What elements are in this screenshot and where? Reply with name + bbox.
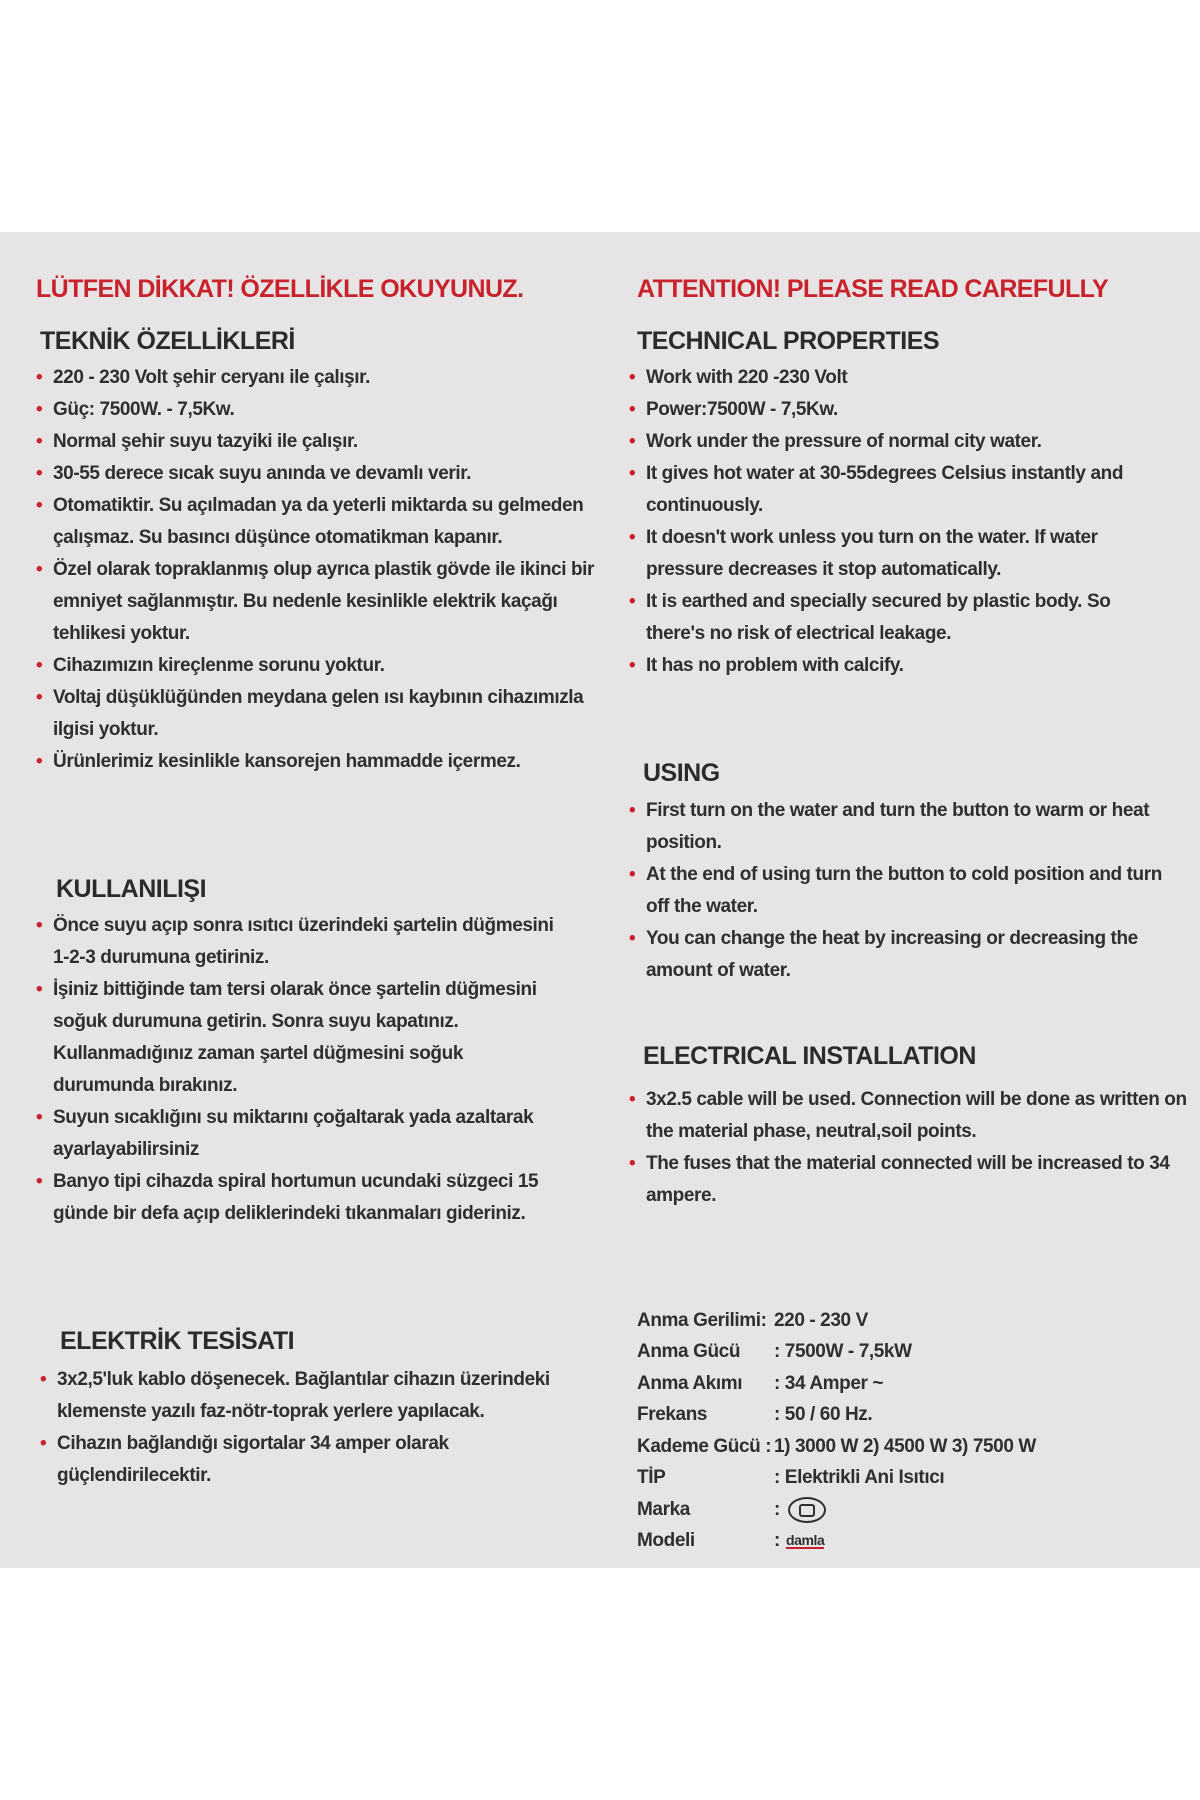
technical-tr-item: [36, 554, 596, 650]
technical-tr-text: Ürünlerimiz kesinlikle kansorejen hammadde içermez.: [53, 751, 521, 772]
bullet-icon: •: [36, 655, 43, 676]
spec-label: Frekans: [637, 1404, 708, 1426]
technical-en-text: It is earthed and specially secured by plastic body. So there's no risk of electrical leakage.: [646, 591, 1111, 644]
usage-list-tr: [36, 910, 566, 1230]
using-en-text: At the end of using turn the button to cold position and turn off the water.: [646, 864, 1162, 917]
technical-tr-text: Otomatiktir. Su açılmadan ya da yeterli miktarda su gelmeden çalışmaz. Su basıncı düşünce otomatikman kapanır.: [53, 495, 584, 548]
spec-row: [637, 1368, 1036, 1400]
technical-tr-text: Özel olarak topraklanmış olup ayrıca plastik gövde ile ikinci bir emniyet sağlanmıştır. Bu nedenle kesinlikle elektrik kaçağı tehlikesi yoktur.: [53, 559, 595, 644]
bullet-icon: •: [40, 1433, 47, 1454]
technical-en-item: [629, 458, 1169, 522]
spec-row: [637, 1400, 1036, 1432]
bullet-icon: •: [629, 655, 636, 676]
bullet-icon: •: [629, 399, 636, 420]
spec-label: Anma Gerilimi:: [637, 1309, 767, 1331]
electric-tr-text: Cihazın bağlandığı sigortalar 34 amper olarak güçlendirilecektir.: [57, 1433, 449, 1486]
technical-en-item: [629, 522, 1169, 586]
bullet-icon: •: [36, 559, 43, 580]
usage-tr-item: [36, 910, 566, 974]
spec-value: 220 - 230 V: [774, 1309, 868, 1331]
using-en-item: [629, 795, 1169, 859]
bullet-icon: •: [36, 495, 43, 516]
using-en-item: [629, 923, 1169, 987]
instruction-sheet: [0, 232, 1200, 1568]
spec-value: : 7500W - 7,5kW: [774, 1341, 912, 1363]
bullet-icon: •: [629, 800, 636, 821]
spec-value: 1) 3000 W 2) 4500 W 3) 7500 W: [774, 1435, 1036, 1457]
bullet-icon: •: [36, 1171, 43, 1192]
spec-value: : 34 Amper ~: [774, 1372, 884, 1394]
usage-tr-item: [36, 1166, 566, 1230]
model-logo: damla: [785, 1532, 825, 1549]
technical-en-text: Power:7500W - 7,5Kw.: [646, 399, 838, 420]
technical-tr-text: 30-55 derece sıcak suyu anında ve devamlı verir.: [53, 463, 472, 484]
technical-en-text: It gives hot water at 30-55degrees Celsius instantly and continuously.: [646, 463, 1124, 516]
technical-tr-item: [36, 426, 596, 458]
technical-title-tr: TEKNİK ÖZELLİKLERİ: [40, 327, 295, 355]
attention-heading-tr: LÜTFEN DİKKAT! ÖZELLİKLE OKUYUNUZ.: [36, 275, 524, 303]
spec-value: :: [774, 1530, 780, 1552]
usage-tr-item: [36, 974, 566, 1102]
electric-title-tr: ELEKTRİK TESİSATI: [60, 1327, 295, 1355]
spec-row: [637, 1337, 1036, 1369]
bullet-icon: •: [36, 367, 43, 388]
technical-en-item: [629, 586, 1169, 650]
technical-tr-item: [36, 746, 596, 778]
technical-en-text: Work under the pressure of normal city water.: [646, 431, 1042, 452]
technical-list-tr: [36, 362, 596, 778]
bullet-icon: •: [629, 1089, 636, 1110]
electric-tr-item: [40, 1364, 550, 1428]
bullet-icon: •: [629, 928, 636, 949]
spec-row: [637, 1526, 1036, 1558]
electrical-title-en: ELECTRICAL INSTALLATION: [643, 1042, 976, 1070]
using-en-text: First turn on the water and turn the button to warm or heat position.: [646, 800, 1150, 853]
bullet-icon: •: [36, 1107, 43, 1128]
bullet-icon: •: [36, 915, 43, 936]
electrical-en-item: [629, 1148, 1189, 1212]
bullet-icon: •: [629, 463, 636, 484]
bullet-icon: •: [36, 399, 43, 420]
spec-label: TİP: [637, 1467, 666, 1489]
technical-title-en: TECHNICAL PROPERTIES: [637, 327, 940, 355]
spec-row: [637, 1463, 1036, 1495]
technical-en-text: It doesn't work unless you turn on the water. If water pressure decreases it stop automatically.: [646, 527, 1098, 580]
technical-tr-item: [36, 394, 596, 426]
bullet-icon: •: [629, 527, 636, 548]
spec-table: [637, 1305, 1036, 1557]
usage-tr-text: Önce suyu açıp sonra ısıtıcı üzerindeki şartelin düğmesini 1-2-3 durumuna getiriniz.: [53, 915, 554, 968]
technical-tr-item: [36, 490, 596, 554]
technical-tr-text: 220 - 230 Volt şehir ceryanı ile çalışır.: [53, 367, 371, 388]
electrical-en-text: 3x2.5 cable will be used. Connection will be done as written on the material phase, neutral,soil points.: [646, 1089, 1187, 1142]
usage-tr-text: Banyo tipi cihazda spiral hortumun ucundaki süzgeci 15 günde bir defa açıp deliklerindeki tıkanmaları gideriniz.: [53, 1171, 539, 1224]
technical-tr-item: [36, 362, 596, 394]
bullet-icon: •: [36, 751, 43, 772]
technical-tr-text: Güç: 7500W. - 7,5Kw.: [53, 399, 235, 420]
spec-row: [637, 1431, 1036, 1463]
spec-label: Anma Akımı: [637, 1372, 743, 1394]
electrical-list-en: [629, 1084, 1189, 1212]
bullet-icon: •: [36, 431, 43, 452]
usage-title-tr: KULLANILIŞI: [56, 875, 207, 903]
bullet-icon: •: [629, 367, 636, 388]
spec-value: : Elektrikli Ani Isıtıcı: [774, 1467, 945, 1489]
electrical-en-item: [629, 1084, 1189, 1148]
using-en-item: [629, 859, 1169, 923]
spec-value: :: [774, 1498, 780, 1520]
spec-label: Kademe Gücü :: [637, 1435, 772, 1457]
spec-label: Modeli: [637, 1530, 695, 1552]
technical-en-text: Work with 220 -230 Volt: [646, 367, 848, 388]
technical-en-item: [629, 426, 1169, 458]
technical-tr-text: Cihazımızın kireçlenme sorunu yoktur.: [53, 655, 385, 676]
bullet-icon: •: [40, 1369, 47, 1390]
bullet-icon: •: [629, 1153, 636, 1174]
electric-tr-item: [40, 1428, 550, 1492]
spec-value: : 50 / 60 Hz.: [774, 1404, 873, 1426]
technical-tr-item: [36, 682, 596, 746]
technical-en-item: [629, 362, 1169, 394]
technical-tr-item: [36, 458, 596, 490]
technical-en-text: It has no problem with calcify.: [646, 655, 904, 676]
bullet-icon: •: [629, 591, 636, 612]
bullet-icon: •: [36, 979, 43, 1000]
spec-row: [637, 1305, 1036, 1337]
technical-tr-text: Normal şehir suyu tazyiki ile çalışır.: [53, 431, 358, 452]
usage-tr-item: [36, 1102, 566, 1166]
bullet-icon: •: [629, 864, 636, 885]
bullet-icon: •: [36, 463, 43, 484]
technical-en-item: [629, 394, 1169, 426]
bullet-icon: •: [629, 431, 636, 452]
using-title-en: USING: [643, 759, 720, 787]
technical-tr-item: [36, 650, 596, 682]
electric-tr-text: 3x2,5'luk kablo döşenecek. Bağlantılar cihazın üzerindeki klemenste yazılı faz-nötr-toprak yerlere yapılacak.: [57, 1369, 550, 1422]
brand-logo-icon: [788, 1497, 826, 1523]
spec-row: [637, 1494, 1036, 1526]
electric-list-tr: [40, 1364, 550, 1492]
usage-tr-text: Suyun sıcaklığını su miktarını çoğaltarak yada azaltarak ayarlayabilirsiniz: [53, 1107, 534, 1160]
usage-tr-text: İşiniz bittiğinde tam tersi olarak önce şartelin düğmesini soğuk durumuna getirin. Sonra suyu kapatınız. Kullanmadığınız zaman şartel düğmesini soğuk durumunda bırakınız.: [53, 979, 537, 1096]
spec-label: Marka: [637, 1498, 690, 1520]
technical-tr-text: Voltaj düşüklüğünden meydana gelen ısı kaybının cihazımızla ilgisi yoktur.: [53, 687, 584, 740]
technical-list-en: [629, 362, 1169, 682]
technical-en-item: [629, 650, 1169, 682]
spec-label: Anma Gücü: [637, 1341, 741, 1363]
bullet-icon: •: [36, 687, 43, 708]
attention-heading-en: ATTENTION! PLEASE READ CAREFULLY: [637, 275, 1109, 303]
using-en-text: You can change the heat by increasing or decreasing the amount of water.: [646, 928, 1138, 981]
using-list-en: [629, 795, 1169, 987]
electrical-en-text: The fuses that the material connected will be increased to 34 ampere.: [646, 1153, 1170, 1206]
